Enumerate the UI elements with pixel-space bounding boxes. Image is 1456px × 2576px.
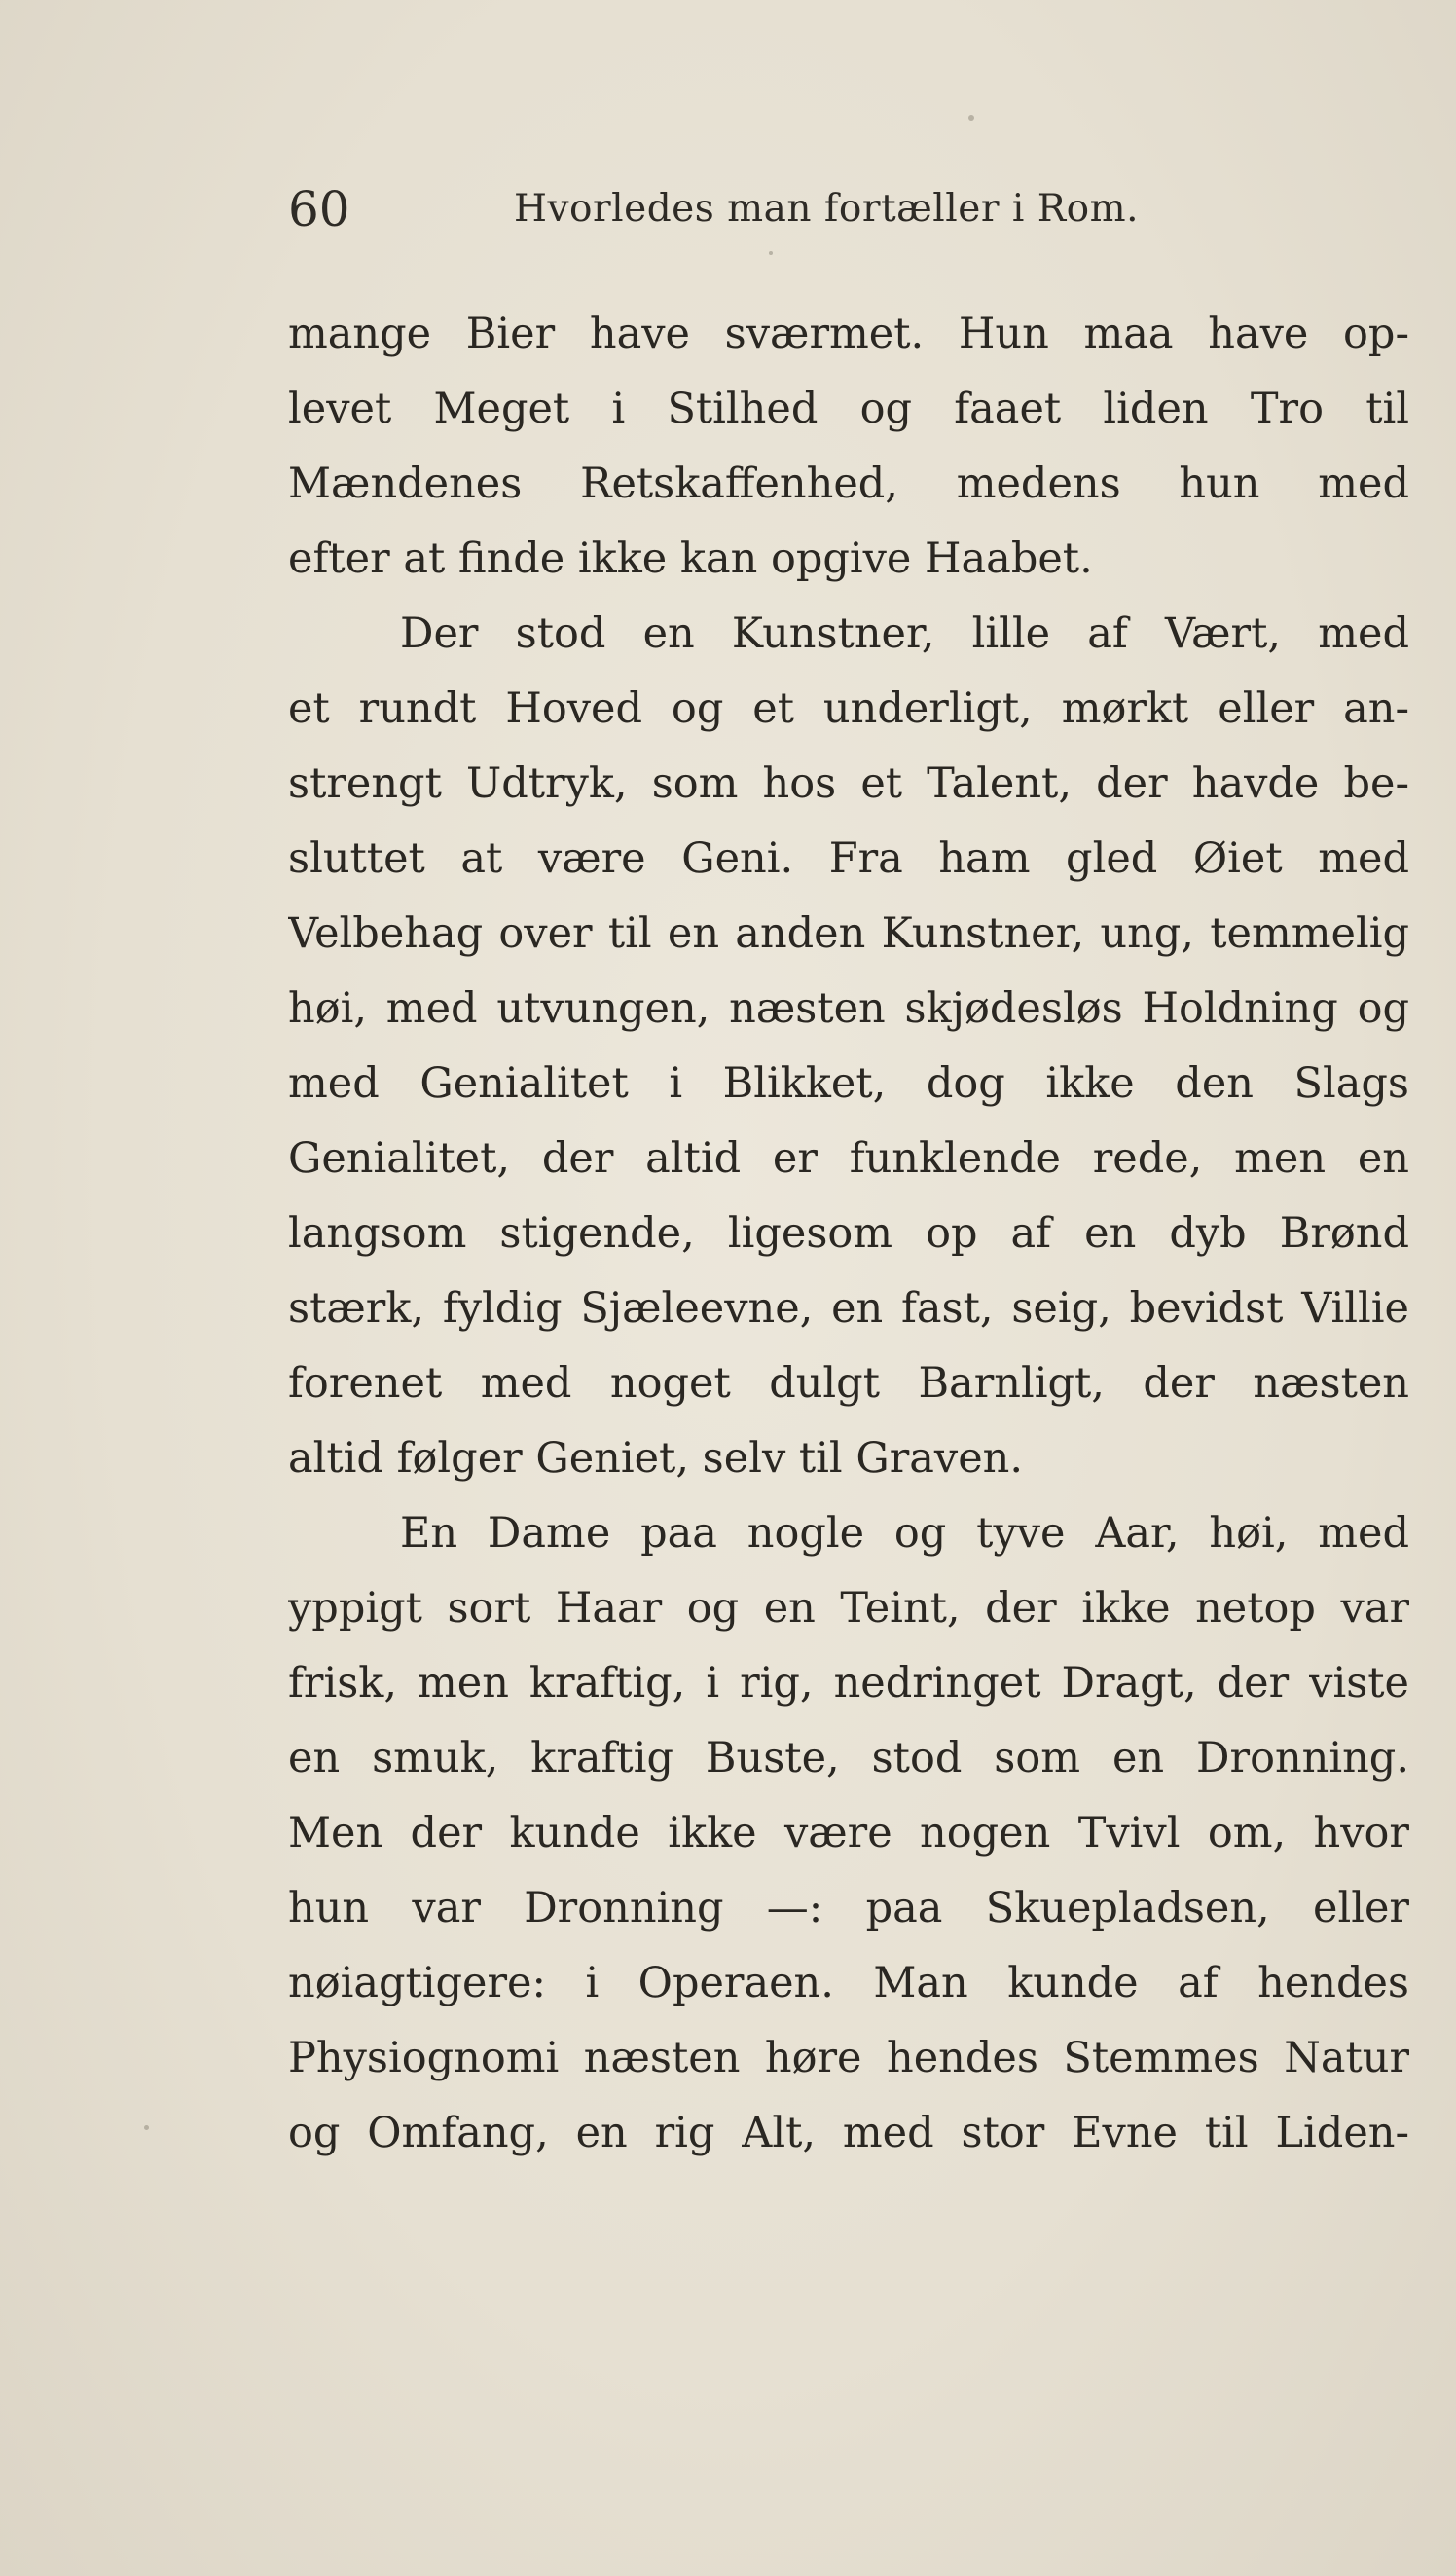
text-line: levet Meget i Stilhed og faaet liden Tro til [288,385,1409,433]
text-line: Velbehag over til en anden Kunstner, ung, temmelig [288,909,1409,958]
paper-speck [769,251,773,255]
running-head [288,175,1409,243]
text-line: langsom stigende, ligesom op af en dyb Brønd [288,1209,1409,1258]
text-line: Genialitet, der altid er funklende rede, men en [288,1134,1409,1183]
text-line: forenet med noget dulgt Barnligt, der næsten [288,1359,1409,1408]
text-line: nøiagtigere: i Operaen. Man kunde af hendes [288,1959,1409,2007]
text-line: og Omfang, en rig Alt, med stor Evne til Liden- [288,2109,1409,2157]
text-line: med Genialitet i Blikket, dog ikke den Slags [288,1059,1409,1108]
paper-speck [144,2125,149,2130]
text-line: Mændenes Retskaffenhed, medens hun med [288,460,1409,508]
text-line: strengt Udtryk, som hos et Talent, der havde be- [288,759,1409,808]
text-line: sluttet at være Geni. Fra ham gled Øiet med [288,834,1409,883]
text-line: Physiognomi næsten høre hendes Stemmes Natur [288,2034,1409,2082]
text-line: frisk, men kraftig, i rig, nedringet Dragt, der viste [288,1659,1409,1708]
text-line: En Dame paa nogle og tyve Aar, høi, med [400,1509,1409,1558]
text-line: høi, med utvungen, næsten skjødesløs Holdning og [288,984,1409,1033]
paper-speck [968,115,974,121]
text-line: efter at finde ikke kan opgive Haabet. [288,534,1093,583]
text-line: en smuk, kraftig Buste, stod som en Dronning. [288,1734,1409,1783]
text-line: stærk, fyldig Sjæleevne, en fast, seig, bevidst Villie [288,1284,1409,1333]
text-line: altid følger Geniet, selv til Graven. [288,1434,1023,1483]
text-line: hun var Dronning —: paa Skuepladsen, eller [288,1884,1409,1932]
text-line: Men der kunde ikke være nogen Tvivl om, hvor [288,1809,1409,1858]
page-number: 60 [288,181,350,238]
text-line: mange Bier have sværmet. Hun maa have op- [288,310,1409,358]
text-line: Der stod en Kunstner, lille af Vært, med [400,609,1409,658]
running-title: Hvorledes man fortæller i Rom. [514,187,1139,231]
text-line: yppigt sort Haar og en Teint, der ikke netop var [288,1584,1409,1633]
body-text [288,297,1409,2171]
text-line: et rundt Hoved og et underligt, mørkt eller an- [288,684,1409,733]
